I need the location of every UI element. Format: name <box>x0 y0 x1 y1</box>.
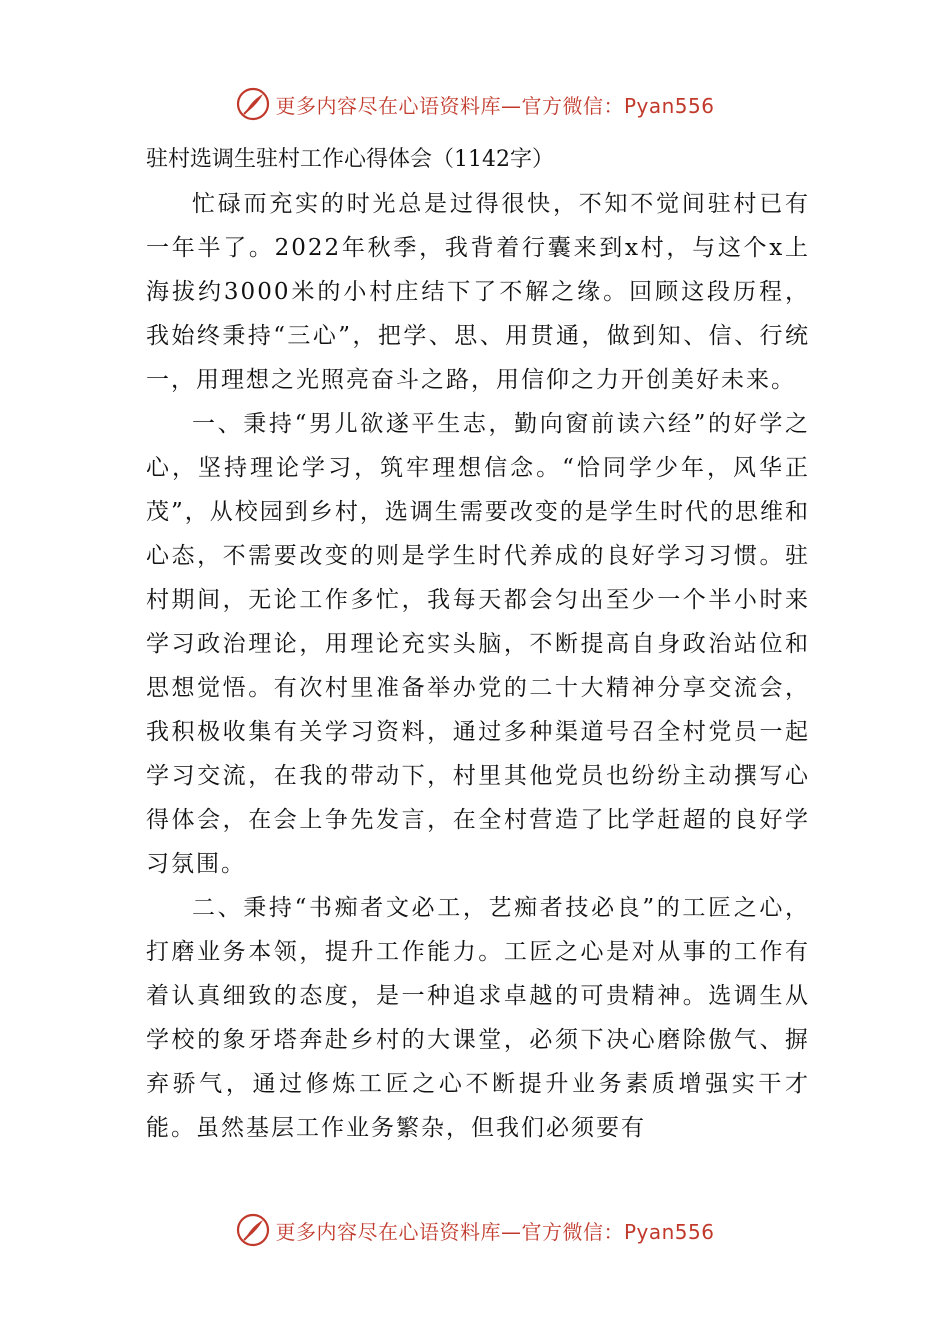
quill-logo-icon <box>235 86 271 122</box>
footer-watermark-text: 更多内容尽在心语资料库—官方微信：Pyan556 <box>275 1219 715 1244</box>
paragraph-section-2: 二、秉持“书痴者文必工，艺痴者技必良”的工匠之心，打磨业务本领，提升工作能力。工匠之心是对从事的工作有着认真细致的态度，是一种追求卓越的可贵精神。选调生从学校的象牙塔奔赴乡村的大课堂，必须下决心磨除傲气、摒弃骄气，通过修炼工匠之心不断提升业务素质增强实干才能。虽然基层工作业务繁杂，但我们必须要有 <box>146 895 810 1141</box>
paragraph-section-1: 一、秉持“男儿欲遂平生志，勤向窗前读六经”的好学之心，坚持理论学习，筑牢理想信念。“恰同学少年，风华正茂”，从校园到乡村，选调生需要改变的是学生时代的思维和心态，不需要改变的则是学生时代养成的良好学习习惯。驻村期间，无论工作多忙，我每天都会匀出至少一个半小时来学习政治理论，用理论充实头脑，不断提高自身政治站位和思想觉悟。有次村里准备举办党的二十大精神分享交流会，我积极收集有关学习资料，通过多种渠道号召全村党员一起学习交流，在我的带动下，村里其他党员也纷纷主动撰写心得体会，在会上争先发言，在全村营造了比学赶超的良好学习氛围。 <box>146 411 810 877</box>
document-body <box>146 138 810 1150</box>
header-watermark-text: 更多内容尽在心语资料库—官方微信：Pyan556 <box>275 93 715 118</box>
header-watermark-banner <box>0 82 950 126</box>
quill-logo-icon <box>235 1212 271 1248</box>
paragraph-intro: 忙碌而充实的时光总是过得很快，不知不觉间驻村已有一年半了。2022年秋季，我背着行囊来到x村，与这个x上海拔约3000米的小村庄结下了不解之缘。回顾这段历程，我始终秉持“三心”，把学、思、用贯通，做到知、信、行统一，用理想之光照亮奋斗之路，用信仰之力开创美好未来。 <box>146 191 810 393</box>
footer-watermark-banner <box>0 1208 950 1252</box>
document-title: 驻村选调生驻村工作心得体会（1142字） <box>146 147 554 172</box>
